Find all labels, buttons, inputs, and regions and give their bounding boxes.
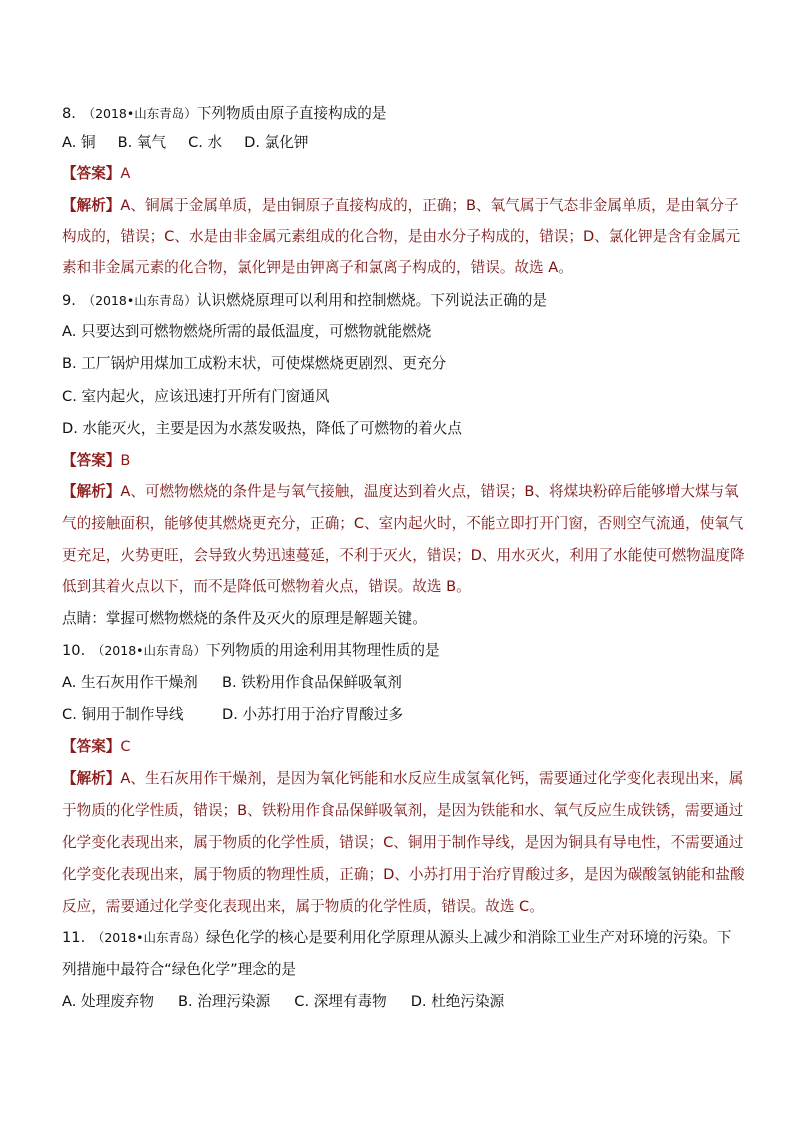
option-d: D. 杜绝污染源 [410, 993, 505, 1010]
question-11-options [62, 992, 734, 1012]
option-c: C. 深埋有毒物 [294, 993, 387, 1010]
question-11-stem [62, 928, 734, 948]
question-number: 11. [62, 929, 86, 946]
question-11-stem-line-2: 列措施中最符合“绿色化学”理念的是 [62, 961, 297, 978]
option-d: D. 氯化钾 [244, 134, 309, 151]
answer-tag: 【答案】 [62, 452, 121, 469]
question-9-note: 点睛：掌握可燃物燃烧的条件及灭火的原理是解题关键。 [62, 610, 427, 627]
question-10-options-row-2 [62, 705, 734, 725]
question-8-answer [62, 164, 734, 184]
question-9-stem [62, 291, 734, 311]
question-source: （2018•山东青岛） [82, 106, 197, 121]
question-8-options [62, 133, 734, 153]
question-10-analysis-line: 反应，需要通过化学变化表现出来，属于物质的化学性质，错误。故选 C。 [62, 898, 544, 915]
question-9-option-b: B. 工厂锅炉用煤加工成粉末状，可使煤燃烧更剧烈、更充分 [62, 355, 447, 372]
question-10-answer [62, 737, 734, 757]
question-10-options-row-1 [62, 673, 734, 693]
question-10-stem [62, 641, 734, 661]
option-a: A. 铜 [62, 134, 96, 151]
answer-value: B [120, 452, 131, 469]
question-9-analysis-line: 低到其着火点以下，而不是降低可燃物着火点，错误。故选 B。 [62, 578, 471, 595]
option-c: C. 水 [188, 134, 223, 151]
option-c: C. 铜用于制作导线 [62, 706, 184, 723]
question-source: （2018•山东青岛） [91, 643, 207, 658]
option-a: A. 处理废弃物 [62, 993, 154, 1010]
answer-value: C [120, 738, 131, 755]
analysis-text: A、铜属于金属单质，是由铜原子直接构成的，正确；B、氧气属于气态非金属单质，是由氧分子 [120, 197, 739, 214]
question-9-analysis-line: 气的接触面积，能够使其燃烧更充分，正确；C、室内起火时，不能立即打开门窗，否则空气流通，使氧气 [62, 515, 744, 532]
answer-value: A [120, 165, 131, 182]
question-9-option-d: D. 水能灭火，主要是因为水蒸发吸热，降低了可燃物的着火点 [62, 420, 462, 437]
question-9-analysis-line [62, 482, 739, 502]
question-8-analysis-line: 素和非金属元素的化合物，氯化钾是由钾离子和氯离子构成的，错误。故选 A。 [62, 259, 573, 276]
analysis-tag: 【解析】 [62, 770, 121, 787]
question-source: （2018•山东青岛） [91, 930, 207, 945]
question-text: 认识燃烧原理可以利用和控制燃烧。下列说法正确的是 [196, 292, 548, 309]
option-d: D. 小苏打用于治疗胃酸过多 [222, 706, 404, 723]
analysis-text: A、生石灰用作干燥剂，是因为氧化钙能和水反应生成氢氧化钙，需要通过化学变化表现出来，属 [120, 770, 744, 787]
question-source: （2018•山东青岛） [82, 293, 197, 308]
option-b: B. 铁粉用作食品保鲜吸氧剂 [222, 674, 402, 691]
question-10-analysis-line: 化学变化表现出来，属于物质的物理性质，正确；D、小苏打用于治疗胃酸过多，是因为碳酸氢钠能和盐酸 [62, 866, 745, 883]
question-number: 9. [62, 292, 76, 309]
question-number: 10. [62, 642, 86, 659]
analysis-tag: 【解析】 [62, 197, 121, 214]
question-number: 8. [62, 105, 76, 122]
analysis-tag: 【解析】 [62, 483, 121, 500]
question-10-analysis-line: 于物质的化学性质，错误；B、铁粉用作食品保鲜吸氧剂，是因为铁能和水、氧气反应生成铁锈，需要通过 [62, 802, 744, 819]
question-text: 下列物质的用途利用其物理性质的是 [206, 642, 440, 659]
question-8-analysis-line [62, 196, 739, 216]
question-10-analysis-line: 化学变化表现出来，属于物质的化学性质，错误；C、铜用于制作导线，是因为铜具有导电性，不需要通过 [62, 834, 744, 851]
answer-tag: 【答案】 [62, 738, 121, 755]
question-text: 绿色化学的核心是要利用化学原理从源头上减少和消除工业生产对环境的污染。下 [206, 929, 732, 946]
question-8-analysis-line: 构成的，错误；C、水是由非金属元素组成的化合物，是由水分子构成的，错误；D、氯化钾是含有金属元 [62, 228, 741, 245]
question-10-analysis-line [62, 769, 744, 789]
analysis-text: A、可燃物燃烧的条件是与氧气接触，温度达到着火点，错误；B、将煤块粉碎后能够增大煤与氧 [120, 483, 739, 500]
question-9-option-a: A. 只要达到可燃物燃烧所需的最低温度，可燃物就能燃烧 [62, 323, 432, 340]
question-9-analysis-line: 更充足，火势更旺，会导致火势迅速蔓延，不利于灭火，错误；D、用水灭火，利用了水能使可燃物温度降 [62, 547, 745, 564]
option-a: A. 生石灰用作干燥剂 [62, 674, 198, 691]
option-b: B. 氧气 [117, 134, 167, 151]
question-8-stem [62, 104, 734, 124]
question-text: 下列物质由原子直接构成的是 [196, 105, 387, 122]
question-9-answer [62, 451, 734, 471]
option-b: B. 治理污染源 [177, 993, 271, 1010]
question-9-option-c: C. 室内起火，应该迅速打开所有门窗通风 [62, 388, 330, 405]
answer-tag: 【答案】 [62, 165, 121, 182]
